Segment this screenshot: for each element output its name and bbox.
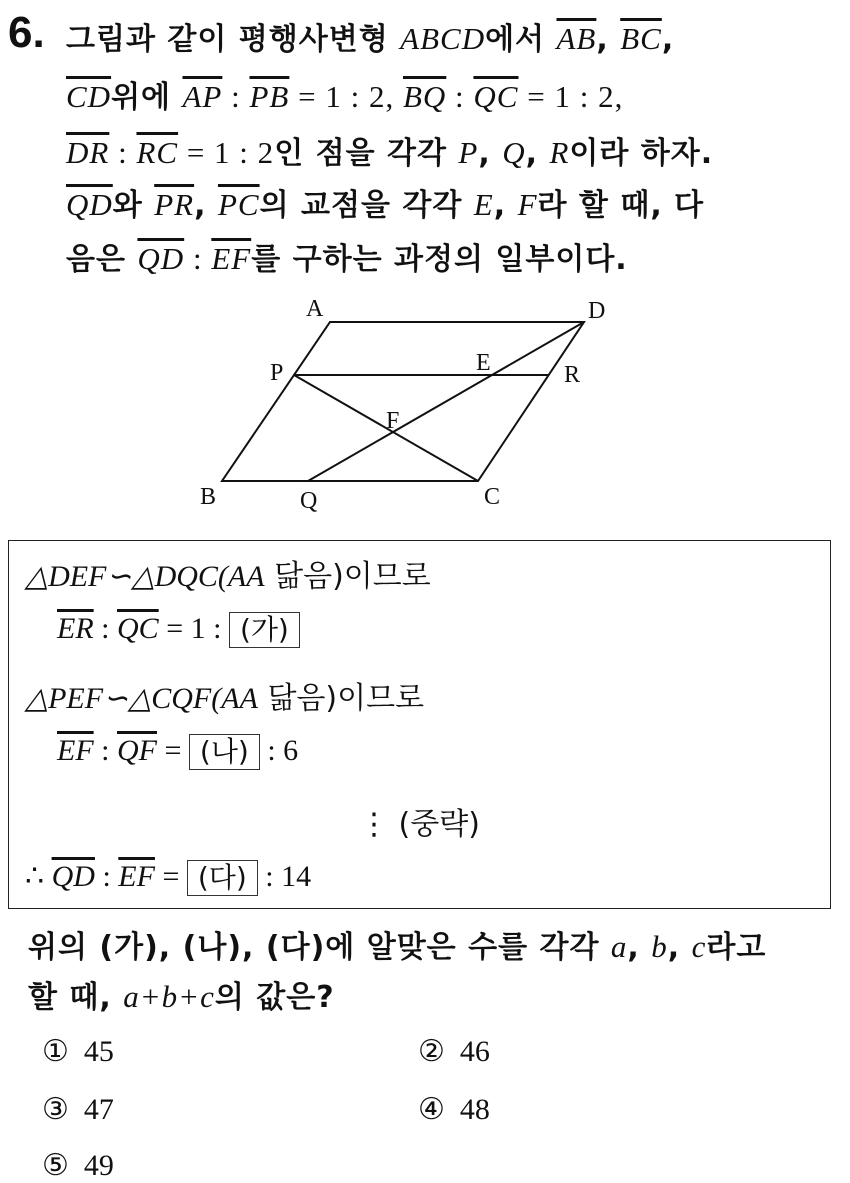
segment-qd: [308, 322, 584, 481]
label-q: Q: [300, 488, 318, 514]
label-d: D: [588, 298, 606, 324]
footer-line-2: 할 때, a+b+c의 값은?: [28, 979, 335, 1015]
blank-ga: (가): [229, 612, 300, 648]
stem-line-3: $\overline{DR}$ : $\overline{RC} = 1$ : 2인 점을 각각 P, Q, R이라 하자.: [66, 135, 714, 171]
stem-line-1: 그림과 같이 평행사변형 ABCD에서 $\overline{AB}$, $\overline{BC}$,: [66, 21, 675, 57]
label-f: F: [386, 408, 400, 434]
blank-na: (나): [189, 734, 260, 770]
box-line-6: ∴ $\overline{QD}$ : $\overline{EF}$ = (다) : 14: [25, 860, 312, 894]
label-b: B: [200, 484, 217, 510]
box-line-2: $\overline{ER}$ : $\overline{QC} = 1$ : (가): [57, 611, 300, 648]
box-line-3: △PEF∽△CQF(AA 닮음)이므로: [25, 681, 425, 716]
label-e: E: [476, 350, 491, 376]
label-p: P: [270, 360, 284, 386]
box-line-4: $\overline{EF}$ : $\overline{QF}$ = (나) : 6: [57, 734, 299, 768]
box-line-1: △DEF∽△DQC(AA 닮음)이므로: [25, 559, 431, 594]
stem-line-2: $\overline{CD}$위에 $\overline{AP}$ : $\overline{PB} = 1$ : 2, $\overline{BQ}$ : $\overline{QC} = 1$ : 2,: [66, 79, 624, 115]
choice-3[interactable]: ③ 47: [42, 1093, 114, 1126]
blank-da: (다): [187, 860, 258, 896]
choice-1[interactable]: ① 45: [42, 1035, 114, 1068]
choice-4[interactable]: ④ 48: [418, 1093, 490, 1126]
parallelogram-abcd: [222, 322, 584, 481]
stem-line-5: 음은 $\overline{QD}$ : $\overline{EF}$를 구하는 과정의 일부이다.: [66, 241, 628, 277]
question-number: 6.: [8, 8, 45, 57]
label-r: R: [564, 362, 581, 388]
label-c: C: [484, 484, 501, 510]
choice-2[interactable]: ② 46: [418, 1035, 490, 1068]
parallelogram-figure: [190, 288, 620, 518]
solution-box: [8, 540, 831, 909]
footer-line-1: 위의 (가), (나), (다)에 알맞은 수를 각각 a, b, c라고: [28, 929, 767, 965]
choice-5[interactable]: ⑤ 49: [42, 1149, 114, 1182]
label-a: A: [306, 296, 324, 322]
box-line-5: ⋮ (중략): [359, 807, 480, 842]
stem-line-4: $\overline{QD}$와 $\overline{PR}$, $\overline{PC}$의 교점을 각각 E, F라 할 때, 다: [66, 187, 705, 223]
